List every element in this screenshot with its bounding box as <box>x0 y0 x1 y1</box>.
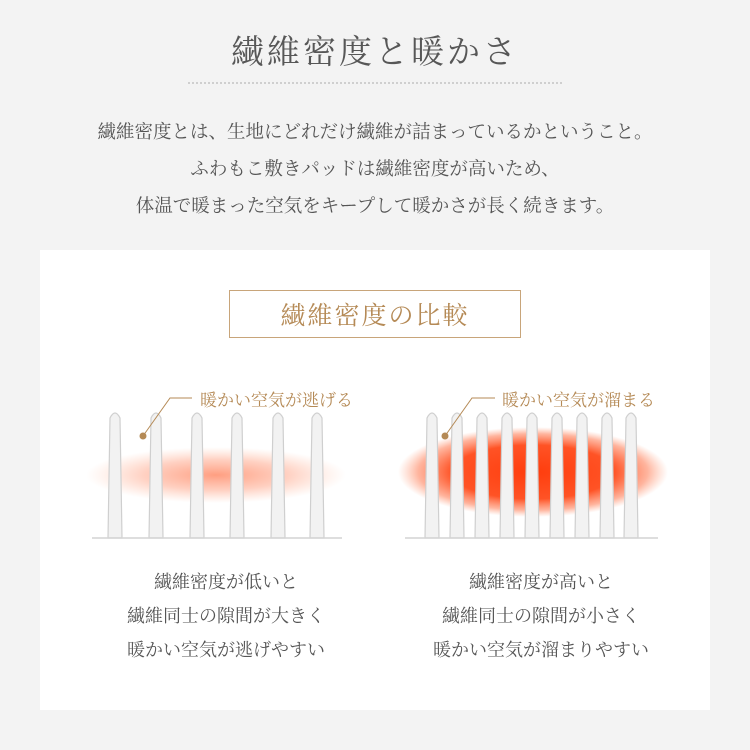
fiber <box>450 413 464 538</box>
caption-line: 暖かい空気が逃げやすい <box>127 640 325 661</box>
fiber <box>149 413 163 538</box>
fibers-high <box>425 413 638 538</box>
fiber <box>190 413 204 538</box>
fiber <box>624 413 638 538</box>
callout-dot-low <box>140 433 147 440</box>
intro-line: 繊維密度とは、生地にどれだけ繊維が詰まっているかということ。 <box>97 122 653 143</box>
caption-line: 暖かい空気が溜まりやすい <box>433 640 649 661</box>
page-title: 繊維密度と暖かさ <box>231 32 519 71</box>
caption-line: 繊維同士の隙間が大きく <box>127 606 325 627</box>
fiber <box>230 413 244 538</box>
title-divider <box>188 82 562 84</box>
fiber <box>550 413 564 538</box>
caption-line: 繊維密度が高いと <box>469 572 613 593</box>
caption-high <box>411 566 671 668</box>
fiber <box>425 413 439 538</box>
callout-low: 暖かい空気が逃げる <box>200 391 353 411</box>
warm-air-glow-low <box>86 447 346 503</box>
fiber <box>525 413 539 538</box>
intro-line: 体温で暖まった空気をキープして暖かさが長く続きます。 <box>135 196 615 217</box>
fiber <box>500 413 514 538</box>
fiber <box>475 413 489 538</box>
caption-line: 繊維同士の隙間が小さく <box>442 606 640 627</box>
intro-line: ふわもこ敷きパッドは繊維密度が高いため、 <box>190 159 560 180</box>
fiber <box>575 413 589 538</box>
caption-line: 繊維密度が低いと <box>154 572 298 593</box>
callout-high: 暖かい空気が溜まる <box>502 391 655 411</box>
comparison-title: 繊維密度の比較 <box>229 290 521 338</box>
fiber <box>271 413 285 538</box>
caption-low <box>96 566 356 668</box>
fiber <box>600 413 614 538</box>
intro-text <box>0 114 750 225</box>
fiber <box>108 413 122 538</box>
fiber <box>310 413 324 538</box>
callout-dot-high <box>442 433 449 440</box>
